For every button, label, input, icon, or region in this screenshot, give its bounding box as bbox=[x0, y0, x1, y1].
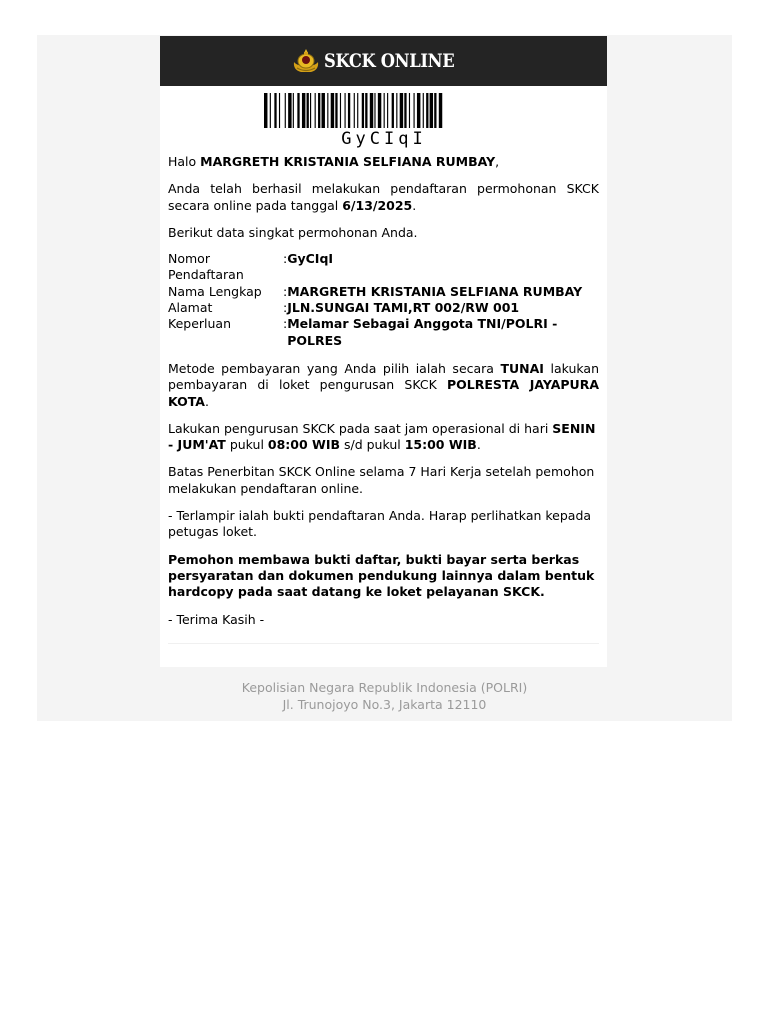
attachment-note: - Terlampir ialah bukti pendaftaran Anda. Harap perlihatkan kepada petugas loket. bbox=[168, 508, 592, 540]
info-row: Nomor Pendaftaran : GyCIqI bbox=[168, 251, 597, 284]
payment-location: POLRESTA JAYAPURA KOTA bbox=[168, 377, 599, 409]
brand-logo bbox=[291, 46, 476, 76]
applicant-name: MARGRETH KRISTANIA SELFIANA RUMBAY bbox=[200, 154, 496, 169]
barcode-bar bbox=[279, 93, 280, 128]
barcode-bar bbox=[378, 93, 381, 128]
barcode-bar bbox=[400, 93, 403, 128]
end-time: 15:00 WIB bbox=[404, 437, 477, 453]
hours-paragraph: Lakukan pengurusan SKCK pada saat jam operasional di hari SENIN - JUM'AT pukul 08:00 WIB s/d pukul 15:00 WIB. bbox=[168, 420, 596, 453]
barcode-bar bbox=[297, 93, 299, 128]
police-emblem-icon bbox=[291, 46, 321, 76]
info-row: Alamat : JLN.SUNGAI TAMI,RT 002/RW 001 bbox=[168, 300, 597, 316]
info-row: Nama Lengkap : MARGRETH KRISTANIA SELFIANA RUMBAY bbox=[168, 284, 597, 300]
barcode-bar bbox=[322, 93, 325, 128]
barcode-bar bbox=[357, 93, 358, 128]
payment-method: TUNAI bbox=[500, 360, 544, 376]
barcode-bar bbox=[327, 93, 328, 128]
barcode-code: GyCIqI bbox=[341, 129, 427, 149]
registration-info-table bbox=[168, 251, 597, 349]
barcode-bar bbox=[274, 93, 276, 128]
greeting: Halo MARGRETH KRISTANIA SELFIANA RUMBAY, bbox=[168, 154, 500, 169]
operating-days: SENIN - JUM'AT bbox=[168, 420, 596, 453]
barcode-bar bbox=[293, 93, 294, 128]
barcode-bar bbox=[318, 93, 320, 128]
barcode-bar bbox=[404, 93, 406, 128]
requirements-paragraph: Pemohon membawa bukti daftar, bukti bayar serta berkas persyaratan dan dokumen pendukung lainnya dalam bentuk hardcopy pada saat datang ke loket pelayanan SKCK. bbox=[168, 551, 595, 600]
barcode-bar bbox=[354, 93, 355, 128]
barcode-bar bbox=[310, 93, 311, 128]
barcode-bar bbox=[331, 93, 334, 128]
barcode-bar bbox=[335, 93, 337, 128]
barcode-bar bbox=[362, 93, 364, 128]
barcode-bar bbox=[423, 93, 424, 128]
barcode-bar bbox=[409, 93, 410, 128]
barcode-bar bbox=[370, 93, 373, 128]
barcode-bar bbox=[430, 93, 433, 128]
brand-text: SKCK ONLINE bbox=[324, 50, 455, 72]
barcode-bar bbox=[270, 93, 271, 128]
intro-paragraph: Anda telah berhasil melakukan pendaftaran permohonan SKCK secara online pada tanggal 6/13/2025. bbox=[168, 181, 599, 213]
info-label: Nomor Pendaftaran bbox=[168, 251, 244, 283]
barcode-bar bbox=[392, 93, 394, 128]
info-value: MARGRETH KRISTANIA SELFIANA RUMBAY bbox=[287, 283, 583, 299]
info-row: Keperluan : Melamar Sebagai Anggota TNI/POLRI - POLRES bbox=[168, 316, 597, 349]
email-body bbox=[168, 154, 599, 628]
barcode-bar bbox=[302, 93, 305, 128]
info-value: GyCIqI bbox=[287, 251, 334, 267]
info-label: Keperluan bbox=[168, 316, 232, 332]
barcode-bar bbox=[426, 93, 428, 128]
start-time: 08:00 WIB bbox=[267, 437, 341, 453]
payment-paragraph: Metode pembayaran yang Anda pilih ialah secara TUNAI lakukan pembayaran di loket pengurusan SKCK POLRESTA JAYAPURA KOTA. bbox=[168, 360, 600, 409]
email-header bbox=[160, 36, 607, 86]
barcode-icon bbox=[264, 93, 504, 128]
barcode-bar bbox=[434, 93, 436, 128]
footer-org-name: Kepolisian Negara Republik Indonesia (POLRI) bbox=[241, 680, 528, 695]
barcode-bar bbox=[315, 93, 316, 128]
barcode-bar bbox=[288, 93, 291, 128]
info-label: Nama Lengkap bbox=[168, 283, 262, 299]
barcode-bar bbox=[264, 93, 267, 128]
info-value: JLN.SUNGAI TAMI,RT 002/RW 001 bbox=[287, 300, 520, 316]
barcode-bar bbox=[365, 93, 367, 128]
barcode-bar bbox=[348, 93, 350, 128]
barcode-bar bbox=[340, 93, 341, 128]
barcode-bar bbox=[374, 93, 375, 128]
closing-text: - Terima Kasih - bbox=[168, 611, 265, 627]
barcode-bar bbox=[384, 93, 385, 128]
barcode-bar bbox=[285, 93, 286, 128]
info-label: Alamat bbox=[168, 300, 213, 316]
summary-intro: Berikut data singkat permohonan Anda. bbox=[168, 224, 418, 240]
barcode-bar bbox=[414, 93, 415, 128]
barcode-bar bbox=[439, 93, 442, 128]
barcode-bar bbox=[417, 93, 420, 128]
barcode-bar bbox=[307, 93, 309, 128]
deadline-paragraph: Batas Penerbitan SKCK Online selama 7 Hari Kerja setelah pemohon melakukan pendaftaran online. bbox=[168, 464, 595, 496]
email-footer bbox=[37, 680, 732, 713]
footer-address: Jl. Trunojoyo No.3, Jakarta 12110 bbox=[282, 696, 487, 712]
barcode-bar bbox=[345, 93, 346, 128]
barcode-bar bbox=[396, 93, 397, 128]
divider bbox=[168, 643, 599, 644]
barcode-bar bbox=[387, 93, 388, 128]
info-value: Melamar Sebagai Anggota TNI/POLRI - POLRES bbox=[287, 316, 558, 348]
registration-date: 6/13/2025 bbox=[342, 197, 413, 213]
